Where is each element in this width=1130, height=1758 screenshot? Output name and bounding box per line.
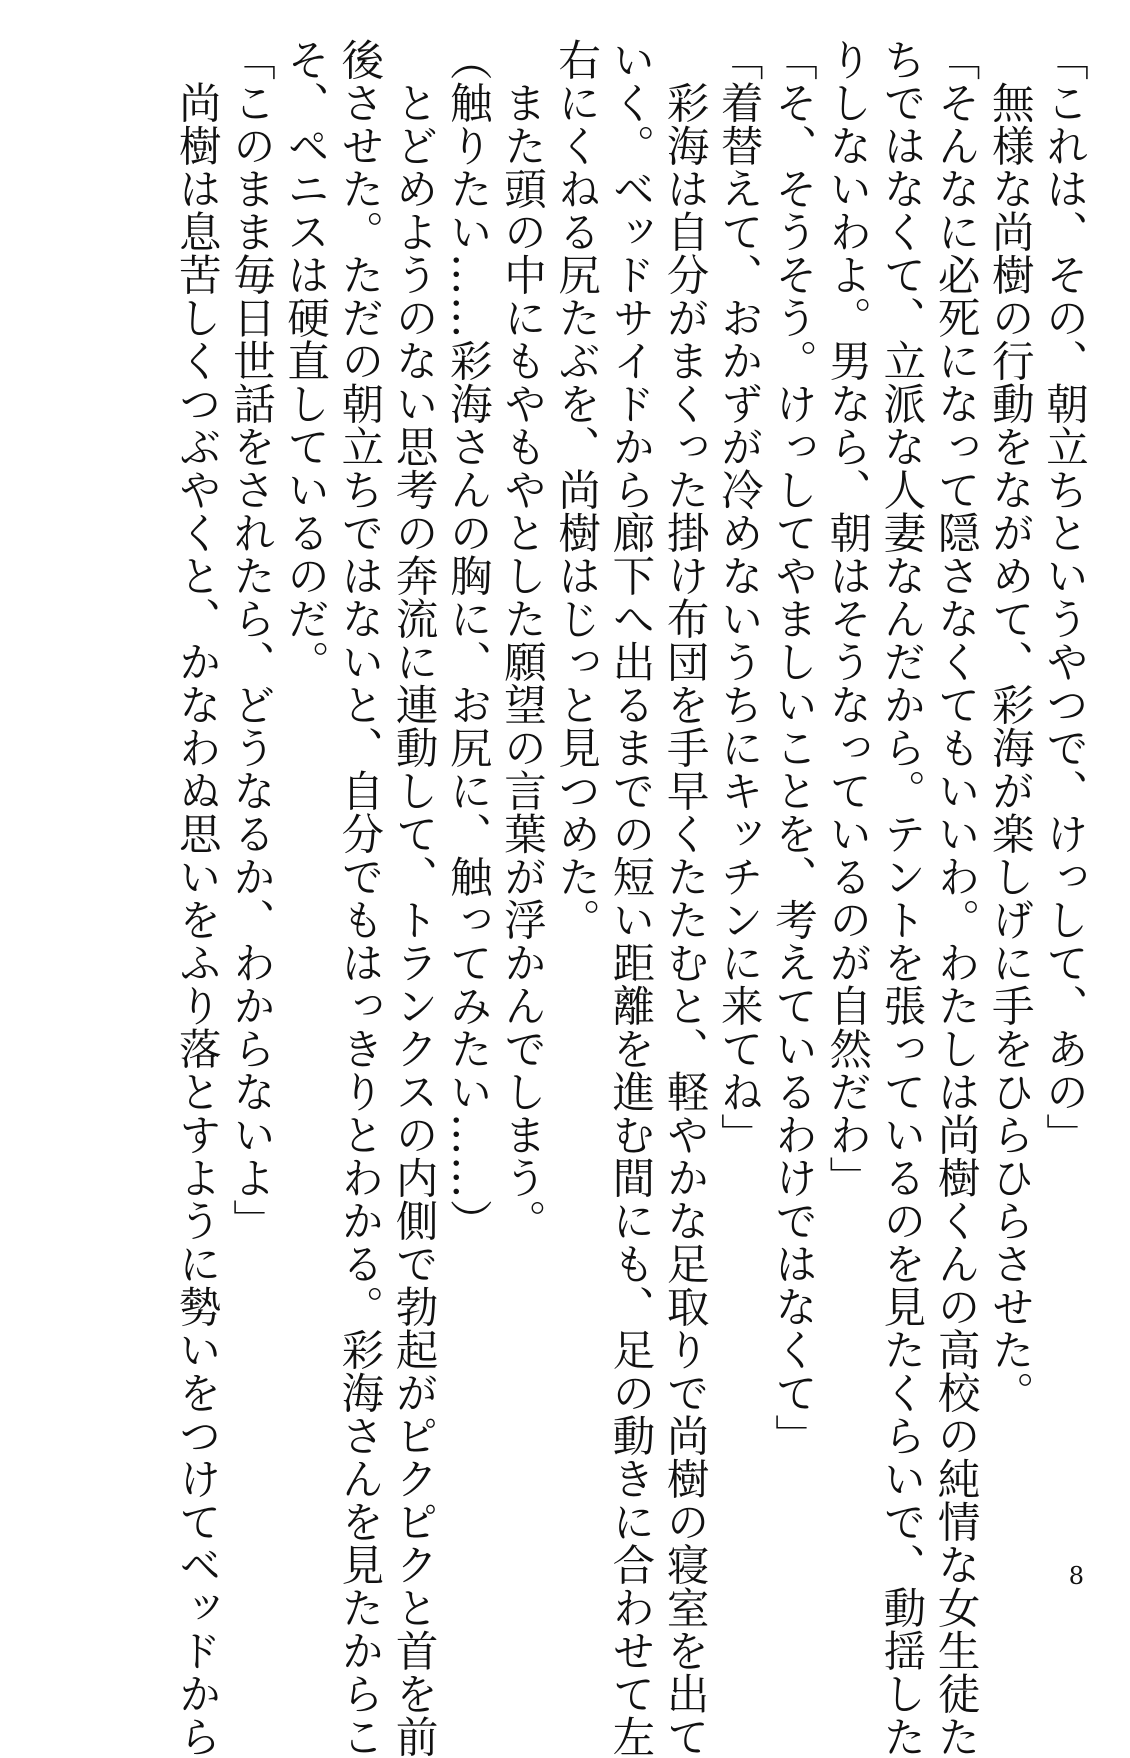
text-line: 無様な尚樹の行動をながめて、彩海が楽しげに手をひらひらさせた。 — [984, 38, 1034, 1414]
text-line: りしないわよ。男なら、朝はそうなっているのが自然だわ」 — [822, 38, 872, 1199]
text-line: ちではなくて、立派な人妻なんだから。テントを張っているのを見たくらいで、動揺した — [876, 38, 926, 1758]
text-line: また頭の中にもやもやとした願望の言葉が浮かんでしまう。 — [496, 38, 546, 1242]
text-line: （触りたい……彩海さんの胸に、お尻に、触ってみたい……） — [442, 38, 492, 1242]
text-line: 彩海は自分がまくった掛け布団を手早くたたむと、軽やかな足取りで尚樹の寝室を出て — [659, 38, 709, 1758]
text-line: 「これは、その、朝立ちというやつで、けっして、あの」 — [1039, 38, 1088, 1156]
text-line: とどめようのない思考の奔流に連動して、トランクスの内側で勃起がピクピクと首を前 — [388, 38, 438, 1758]
text-line: 「着替えて、おかずが冷めないうちにキッチンに来てね」 — [713, 38, 763, 1156]
text-line: 右にくねる尻たぶを、尚樹はじっと見つめた。 — [551, 38, 601, 941]
page-number: 8 — [1068, 1562, 1084, 1590]
text-line: いく。ベッドサイドから廊下へ出るまでの短い距離を進む間にも、足の動きに合わせて左 — [605, 38, 655, 1758]
text-line: そ、ペニスは硬直しているのだ。 — [280, 38, 330, 683]
text-line: 後させた。ただの朝立ちではないと、自分でもはっきりとわかる。彩海さんを見たからこ — [334, 38, 384, 1758]
text-line: 「そ、そうそう。けっしてやましいことを、考えているわけではなくて」 — [767, 38, 817, 1457]
text-line: 「そんなに必死になって隠さなくてもいいわ。わたしは尚樹くんの高校の純情な女生徒た — [930, 38, 980, 1758]
text-line: 「このまま毎日世話をされたら、どうなるか、わからないよ」 — [225, 38, 275, 1242]
vertical-text-block — [169, 38, 1090, 1758]
text-line: 尚樹は息苦しくつぶやくと、かなわぬ思いをふり落とすように勢いをつけてベッドから — [171, 38, 221, 1758]
